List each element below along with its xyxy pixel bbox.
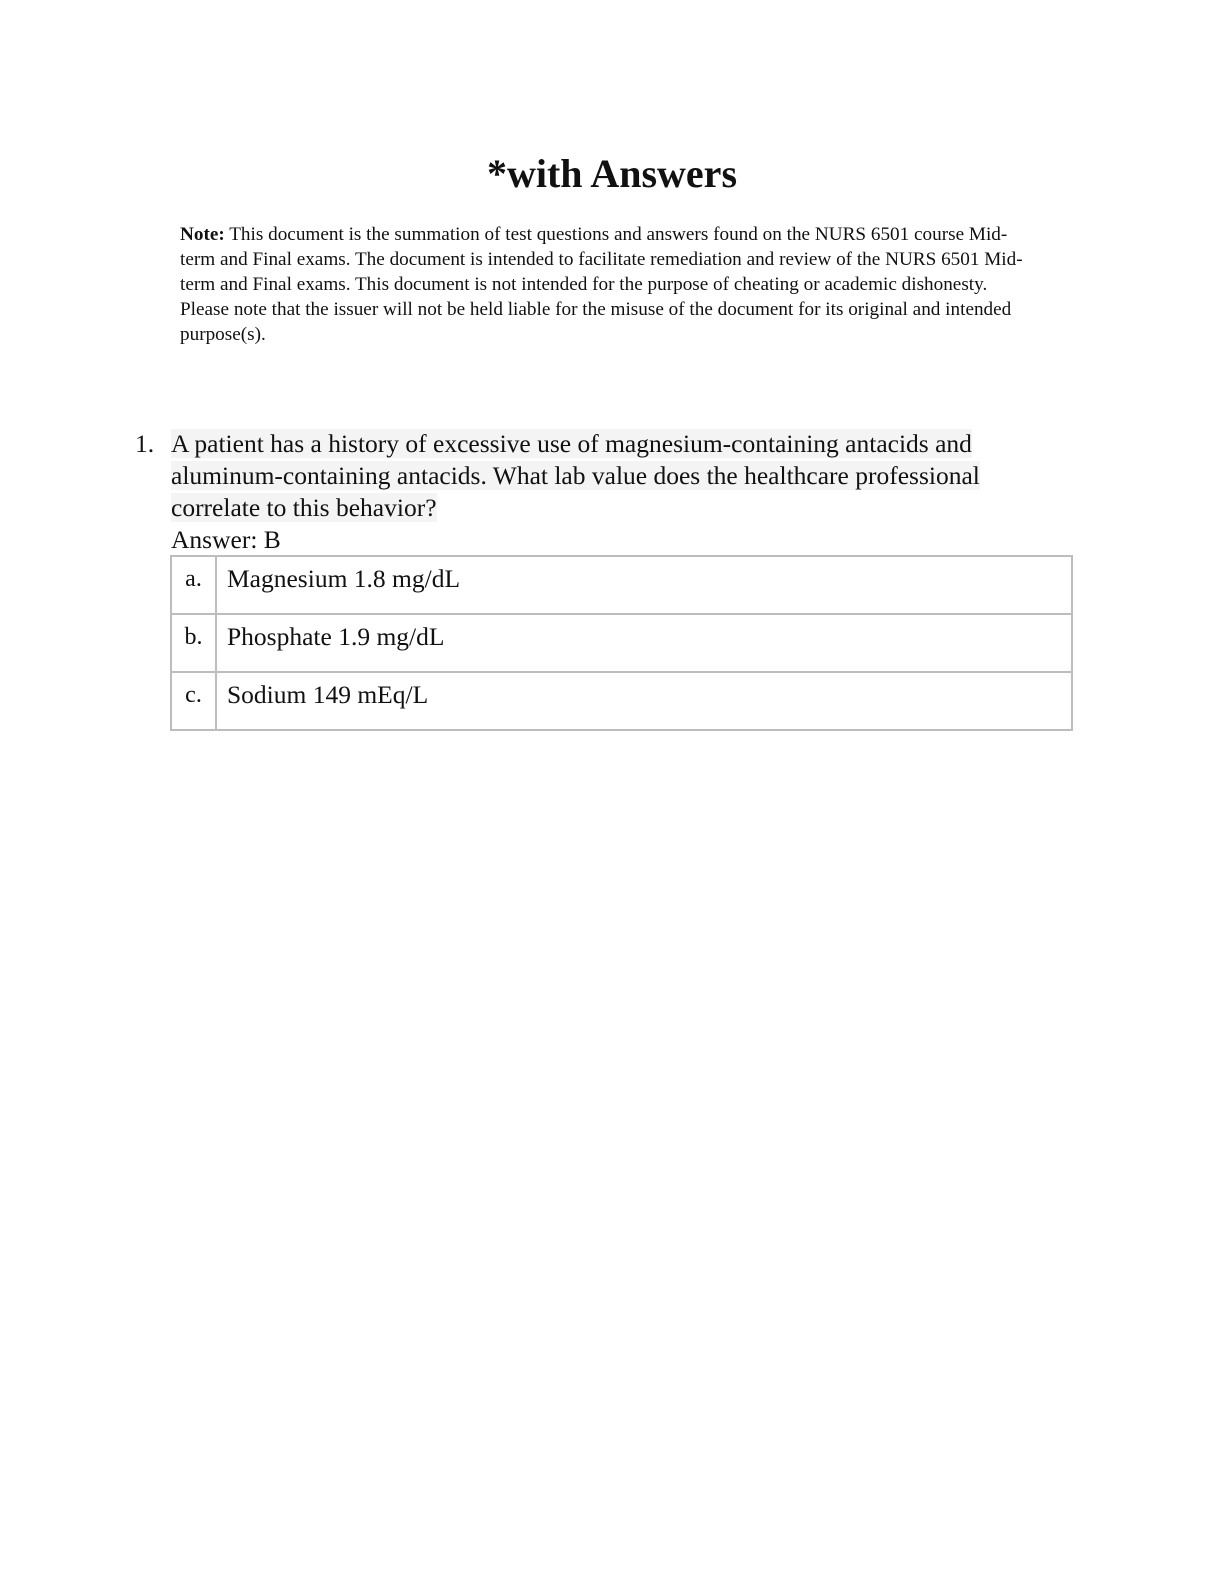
disclaimer-note (180, 222, 1030, 347)
option-letter: a. (171, 556, 216, 614)
option-letter: b. (171, 614, 216, 672)
question-text: A patient has a history of excessive use of magnesium-containing antacids and aluminum-containing antacids. What lab value does the healthcare professional correlate to this behavior? (171, 429, 980, 522)
option-row-b (171, 614, 1072, 672)
option-row-c (171, 672, 1072, 730)
answer-options-table (170, 555, 1073, 731)
option-text: Sodium 149 mEq/L (216, 672, 1072, 730)
note-text: This document is the summation of test questions and answers found on the NURS 6501 course Mid-term and Final exams. The document is intended to facilitate remediation and review of the NURS 6501 Mid-term and Final exams. This document is not intended for the purpose of cheating or academic dishonesty. Please note that the issuer will not be held liable for the misuse of the document for its original and intended purpose(s). (180, 224, 1023, 345)
question-body (171, 428, 1071, 556)
option-row-a (171, 556, 1072, 614)
option-letter: c. (171, 672, 216, 730)
page-title: *with Answers (486, 151, 738, 196)
question-number: 1. (135, 429, 155, 458)
option-text: Phosphate 1.9 mg/dL (216, 614, 1072, 672)
option-text: Magnesium 1.8 mg/dL (216, 556, 1072, 614)
answer-key: Answer: B (171, 525, 281, 554)
note-label: Note: (180, 224, 225, 245)
